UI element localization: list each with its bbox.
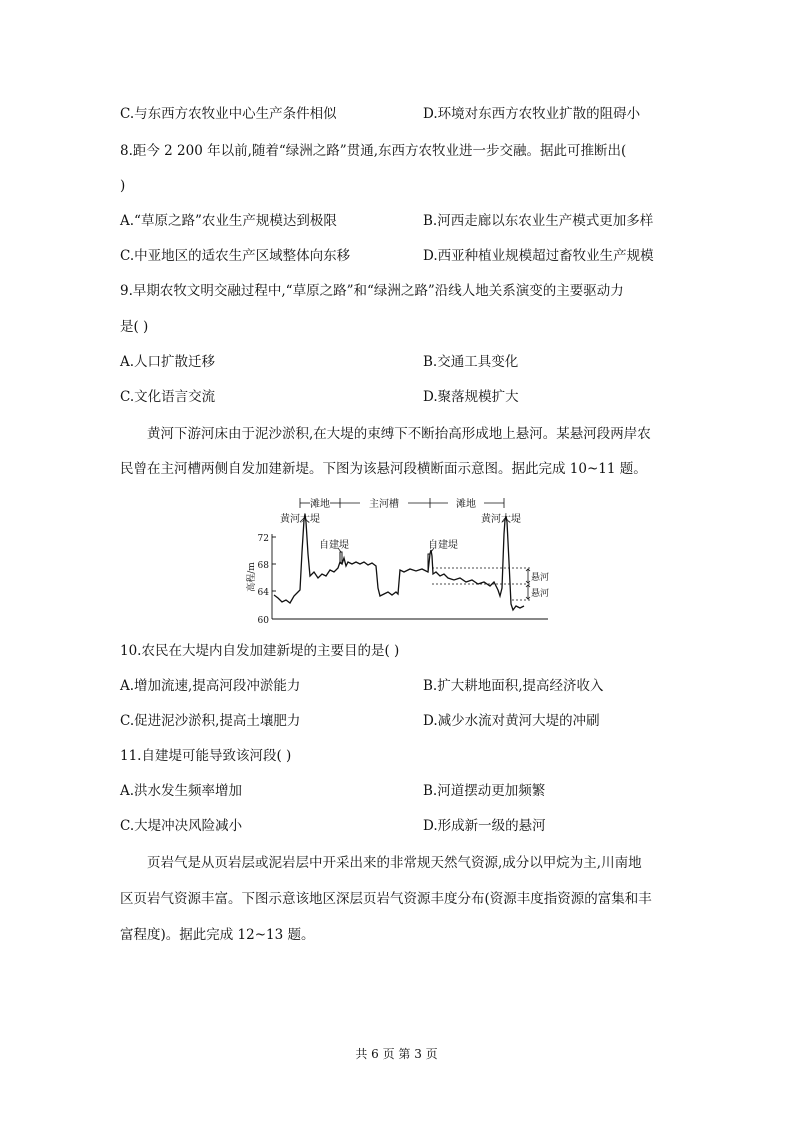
right-levee-label: 黄河大堤 (481, 514, 521, 525)
y-axis-label: 高程/m (247, 562, 257, 592)
passage2-line1: 页岩气是从页岩层或泥岩层中开采出来的非常规天然气资源,成分以甲烷为主,川南地 (147, 855, 642, 871)
q11-option-d: D.形成新一级的悬河 (423, 818, 546, 834)
q11-option-b: B.河道摆动更加频繁 (423, 783, 546, 799)
axes (272, 534, 548, 619)
q10-stem: 10.农民在大堤内自发加建新堤的主要目的是( ) (120, 643, 400, 659)
q8-stem: 8.距今 2 200 年以前,随着“绿洲之路”贯通,东西方农牧业进一步交融。据此可推断出( (120, 143, 627, 159)
q9-stem-bracket: 是( ) (120, 319, 149, 335)
q10-option-d: D.减少水流对黄河大堤的冲刷 (423, 713, 600, 729)
ytick-72: 72 (257, 534, 269, 544)
passage1-line1: 黄河下游河床由于泥沙淤积,在大堤的束缚下不断抬高形成地上悬河。某悬河段两岸农 (147, 426, 651, 442)
q8-option-d: D.西亚种植业规模超过畜牧业生产规模 (423, 248, 654, 264)
q8-stem-bracket: ) (120, 178, 126, 194)
side-label-suspended-river-2: 悬河 (531, 589, 550, 599)
q10-option-c: C.促进泥沙淤积,提高土壤肥力 (120, 713, 301, 729)
q8-option-b: B.河西走廊以东农业生产模式更加多样 (423, 213, 654, 229)
river-cross-section-figure (242, 492, 552, 626)
q8-option-c: C.中亚地区的适农生产区域整体向东移 (120, 248, 351, 264)
q10-option-b: B.扩大耕地面积,提高经济收入 (423, 678, 604, 694)
left-self-dike-label: 自建堤 (319, 540, 349, 551)
q8-option-a: A.“草原之路”农业生产规模达到极限 (120, 213, 337, 229)
ytick-68: 68 (257, 561, 269, 571)
passage2-line2: 区页岩气资源丰富。下图示意该地区深层页岩气资源丰度分布(资源丰度指资源的富集和丰 (120, 891, 652, 907)
q7-option-d: D.环境对东西方农牧业扩散的阻碍小 (423, 106, 641, 122)
q10-option-a: A.增加流速,提高河段冲淤能力 (120, 678, 301, 694)
ytick-60: 60 (257, 616, 269, 626)
passage2-line3: 富程度)。据此完成 12~13 题。 (120, 927, 315, 943)
side-label-suspended-river-1: 悬河 (531, 573, 550, 583)
ytick-64: 64 (257, 588, 269, 598)
right-self-dike-label: 自建堤 (428, 540, 458, 551)
q9-stem: 9.早期农牧文明交融过程中,“草原之路”和“绿洲之路”沿线人地关系演变的主要驱动力 (120, 283, 624, 299)
q11-stem: 11.自建堤可能导致该河段( ) (120, 748, 292, 764)
q7-option-c: C.与东西方农牧业中心生产条件相似 (120, 106, 337, 122)
top-label-floodplain-left: 滩地 (310, 499, 330, 510)
q9-option-c: C.文化语言交流 (120, 389, 216, 405)
q11-option-a: A.洪水发生频率增加 (120, 783, 243, 799)
reference-lines (432, 568, 532, 600)
q11-option-c: C.大堤冲决风险减小 (120, 818, 243, 834)
top-label-floodplain-right: 滩地 (456, 499, 476, 510)
terrain-profile (274, 514, 524, 610)
top-label-main-channel: 主河槽 (369, 499, 399, 510)
left-levee-label: 黄河大堤 (280, 514, 320, 525)
q9-option-d: D.聚落规模扩大 (423, 389, 519, 405)
page-footer: 共 6 页 第 3 页 (355, 1047, 438, 1061)
q9-option-a: A.人口扩散迁移 (120, 354, 216, 370)
passage1-line2: 民曾在主河槽两侧自发加建新堤。下图为该悬河段横断面示意图。据此完成 10~11 题。 (120, 461, 647, 477)
q9-option-b: B.交通工具变化 (423, 354, 519, 370)
